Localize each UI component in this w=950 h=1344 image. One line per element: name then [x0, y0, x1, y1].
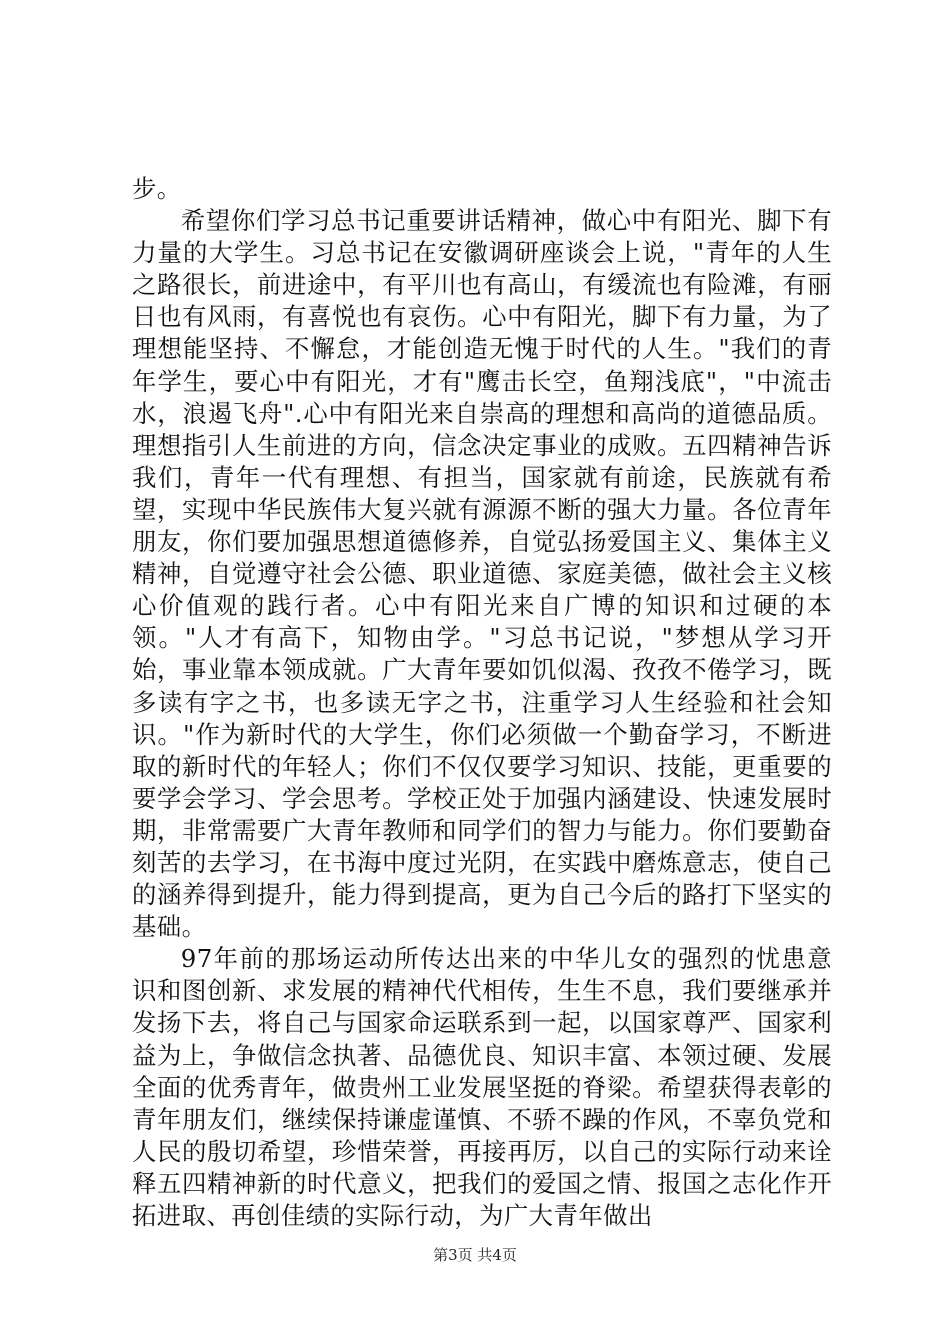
paragraph-study-spirit: 希望你们学习总书记重要讲话精神，做心中有阳光、脚下有力量的大学生。习总书记在安徽调研座谈会上说，"青年的人生之路很长，前进途中，有平川也有高山，有缓流也有险滩，有丽日也有风雨，有喜悦也有哀伤。心中有阳光，脚下有力量，为了理想能坚持、不懈怠，才能创造无愧于时代的人生。"我们的青年学生，要心中有阳光，才有"鹰击长空，鱼翔浅底"，"中流击水，浪遏飞舟".心中有阳光来自崇高的理想和高尚的道德品质。理想指引人生前进的方向，信念决定事业的成败。五四精神告诉我们，青年一代有理想、有担当，国家就有前途，民族就有希望，实现中华民族伟大复兴就有源源不断的强大力量。各位青年朋友，你们要加强思想道德修养，自觉弘扬爱国主义、集体主义精神，自觉遵守社会公德、职业道德、家庭美德，做社会主义核心价值观的践行者。心中有阳光来自广博的知识和过硬的本领。"人才有高下，知物由学。"习总书记说，"梦想从学习开始，事业靠本领成就。广大青年要如饥似渴、孜孜不倦学习，既多读有字之书，也多读无字之书，注重学习人生经验和社会知识。"作为新时代的大学生，你们必须做一个勤奋学习，不断进取的新时代的年轻人；你们不仅仅要学习知识、技能，更重要的要学会学习、学会思考。学校正处于加强内涵建设、快速发展时期，非常需要广大青年教师和同学们的智力与能力。你们要勤奋刻苦的去学习，在书海中度过光阴，在实践中磨炼意志，使自己的涵养得到提升，能力得到提高，更为自己今后的路打下坚实的基础。: [132, 206, 832, 942]
paragraph-continuation: 步。: [132, 174, 182, 203]
page-number-label: 第3页 共4页: [433, 1246, 517, 1264]
body-text: [132, 173, 832, 1232]
page-footer: [0, 1245, 950, 1265]
paragraph-may-fourth-legacy: 97年前的那场运动所传达出来的中华儿女的强烈的忧患意识和图创新、求发展的精神代代相传，生生不息，我们要继承并发扬下去，将自己与国家命运联系到一起，以国家尊严、国家利益为上，争做信念执著、品德优良、知识丰富、本领过硬、发展全面的优秀青年，做贵州工业发展坚挺的脊梁。希望获得表彰的青年朋友们，继续保持谦虚谨慎、不骄不躁的作风，不辜负党和人民的殷切希望，珍惜荣誉，再接再厉，以自己的实际行动来诠释五四精神新的时代意义，把我们的爱国之情、报国之志化作开拓进取、再创佳绩的实际行动，为广大青年做出: [132, 944, 832, 1230]
